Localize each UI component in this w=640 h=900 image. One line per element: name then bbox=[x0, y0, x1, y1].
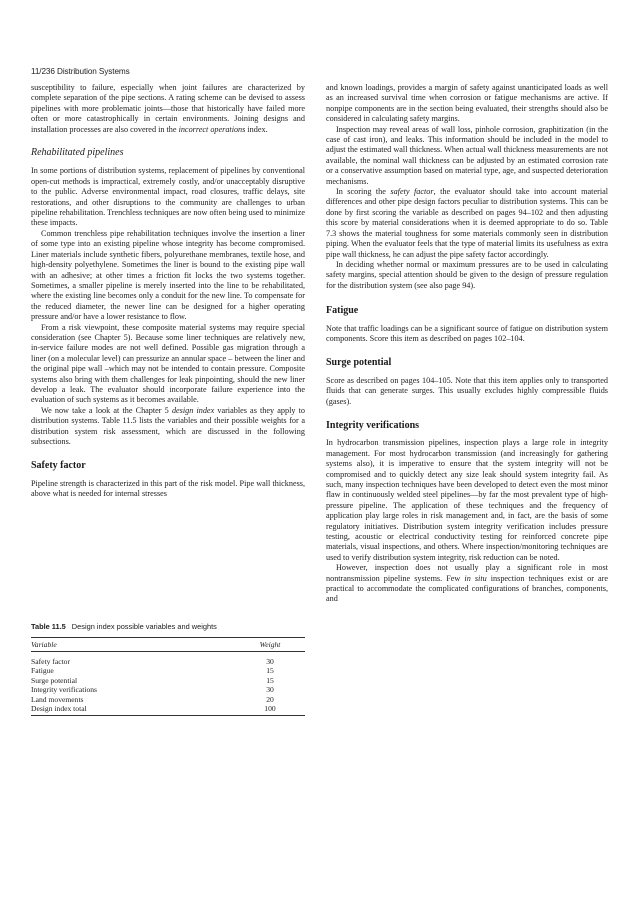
paragraph: Score as described on pages 104–105. Note that this item applies only to transported fluids that can generate surges. This usually excludes highly compressible fluids (gases). bbox=[326, 375, 608, 406]
paragraph: and known loadings, provides a margin of safety against unanticipated loads as well as an increased survival time when corrosion or fatigue mechanisms are active. If nonpipe components are in the section being evaluated, their strengths should also be considered in calculating safety margins. bbox=[326, 83, 608, 124]
paragraph: Inspection may reveal areas of wall loss, pinhole corrosion, graphitization (in the case of cast iron), and leaks. This information should be included in the model to adjust the estimated wall thickness. When actual wall thickness measurements are not available, the nominal wall thickness can be adjusted by an estimated corrosion rate or a conservative assumption based on material type, age, and suspected deterioration mechanisms. bbox=[326, 124, 608, 186]
subsection-heading: Rehabilitated pipelines bbox=[31, 147, 124, 159]
column-header-weight: Weight bbox=[235, 638, 305, 652]
table-row: Design index total 100 bbox=[31, 704, 305, 716]
section-heading-safety-factor: Safety factor bbox=[31, 460, 86, 472]
table-11-5 bbox=[31, 622, 305, 716]
section-heading-fatigue: Fatigue bbox=[326, 305, 359, 317]
paragraph: However, inspection does not usually play a significant role in most nontransmission pipeline systems. Few in situ inspection techniques exist or are practical to accommodate the complicated configurations of branches, components, and bbox=[326, 563, 609, 604]
left-column bbox=[31, 83, 305, 500]
section-heading-integrity-verifications: Integrity verifications bbox=[326, 419, 420, 431]
table-row: Land movements 20 bbox=[31, 694, 274, 704]
design-index-table bbox=[31, 637, 305, 716]
table-row: Integrity verifications 30 bbox=[31, 685, 274, 695]
section-heading-surge-potential: Surge potential bbox=[326, 357, 392, 369]
right-column bbox=[326, 83, 608, 605]
column-header-variable: Variable bbox=[31, 638, 235, 652]
paragraph: Common trenchless pipe rehabilitation techniques involve the insertion a liner of some type into an existing pipeline whose integrity has become compromised. Liner materials include synthetic fibers, polyurethane membranes, textile hose, and high-density polyethylene. Sometimes the liner is bound to the existing pipe wall with an adhesive; at other times a friction fit locks the two systems together. Sometimes, a smaller pipeline is merely inserted into the line to be rehabilitated, where the existing line becomes only a conduit for the new line. To compensate for the reduced diameter, the newer line can be designed for a higher operating pressure and/or have a lower resistance to flow. bbox=[31, 228, 305, 322]
paragraph: Pipeline strength is characterized in this part of the risk model. Pipe wall thickness, above what is needed for internal stresses bbox=[31, 478, 305, 499]
paragraph: Note that traffic loadings can be a significant source of fatigue on distribution system components. Score this item as described on pages 102–104. bbox=[326, 323, 608, 343]
paragraph: We now take a look at the Chapter 5 design index variables as they apply to distribution systems. Table 11.5 lists the variables and their possible weights for a distribution system risk assessment, which are discussed in the following subsections. bbox=[31, 405, 305, 446]
paragraph: From a risk viewpoint, these composite material systems may require special consideration (see Chapter 5). Because some liner techniques are relatively new, in-service failure modes are not well defined. Possible gas migration through a liner (on a molecular level) can pressurize an annular space – between the liner and the original pipe wall –which may not be intended to contain pressure. Composite systems also bring with them challenges for leak pinpointing, should the new liner develop a leak. The evaluator should incorporate failure experience into the evaluation of such systems as it becomes available. bbox=[31, 322, 305, 405]
paragraph: In deciding whether normal or maximum pressures are to be used in calculating safety margins, special attention should be given to the design of pressure regulation for the distribution system (see also page 94). bbox=[326, 259, 608, 290]
table-row: Fatigue 15 bbox=[31, 666, 274, 676]
table-caption: Table 11.5 Design index possible variables and weights bbox=[31, 622, 217, 631]
table-row: Surge potential 15 bbox=[31, 675, 274, 685]
table-row: Safety factor 30 bbox=[31, 657, 274, 666]
paragraph: In some portions of distribution systems, replacement of pipelines by conventional open-cut methods is impractical, extremely costly, and/or unacceptably disruptive to the public. Adverse environmental impact, road closures, traffic delays, site restorations, and other disruptions to the community are challenges to urban pipeline rehabilitation. Trenchless techniques are now often being used to minimize these impacts. bbox=[31, 166, 305, 228]
running-header: 11/236 Distribution Systems bbox=[31, 67, 130, 76]
paragraph: In scoring the safety factor, the evaluator should take into account material differences and other pipe design factors peculiar to distribution systems. This can be done by first scoring the variable as described on pages 94–102 and then adjusting this score by material considerations when it is deemed appropriate to do so. Table 7.3 shows the material toughness for some materials commonly seen in distribution piping. When the evaluator feels that the type of material limits its usefulness as extra pipe wall thickness, he can adjust the pipe safety factor accordingly. bbox=[326, 187, 609, 259]
paragraph: susceptibility to failure, especially when joint failures are characterized by complete separation of the pipe sections. A rating scheme can be devised to assess pipelines with more problematic joints—those that historically have failed more often or more catastrophically in certain environments. Joining designs and installation processes are also covered in the incorrect operations index. bbox=[31, 83, 305, 134]
paragraph: In hydrocarbon transmission pipelines, inspection plays a large role in integrity management. For most hydrocarbon transmission (and increasingly for gathering systems also), it is imperative to ensure that the system integrity will not be compromised and to quickly detect any size leak should system integrity fail. As such, many inspection techniques have been developed to detect even the most minor flaw in continuously welded steel pipelines—by far the most prevalent type of high-pressure pipeline. The application of these techniques and the frequency of application play large roles in risk management and, in fact, are the basis of some regulatory initiatives. Distribution system integrity verification includes pressure testing, acoustic or electrical conductivity testing for reinforced concrete pipe materials, visual inspections, and others. Where inspection/monitoring techniques are used to verify distribution system integrity, risk reduction can be noted. bbox=[326, 438, 608, 562]
